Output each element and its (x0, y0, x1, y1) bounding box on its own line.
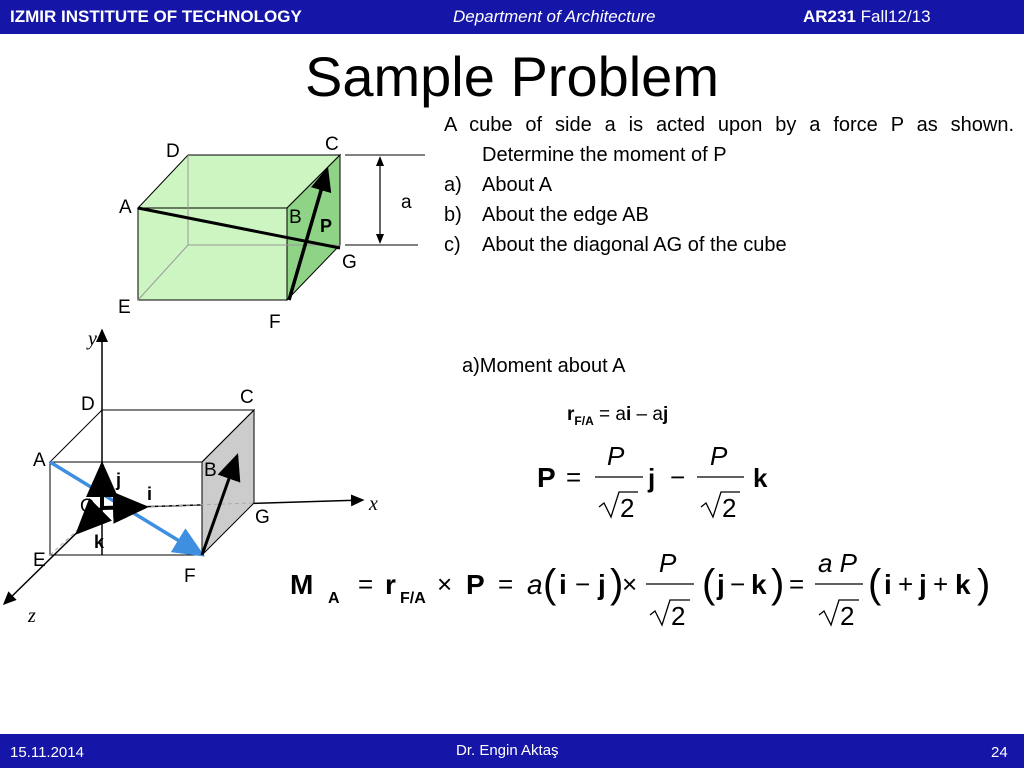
label-g: G (255, 507, 270, 528)
times-sign: × (437, 569, 453, 599)
minus-sign: − (575, 569, 591, 599)
r-symbol: r (567, 404, 575, 425)
unit-i: i (884, 569, 892, 600)
unit-j: j (717, 569, 725, 600)
rhs-j: j (662, 404, 669, 425)
unit-k: k (955, 569, 971, 600)
department-name: Department of Architecture (453, 7, 656, 26)
p-bold: P (466, 569, 485, 600)
label-a: A (119, 197, 132, 218)
open-paren: ( (543, 562, 557, 606)
label-unit-j: j (116, 470, 122, 490)
label-x: x (369, 493, 378, 515)
eq-equals: = (789, 569, 805, 599)
close-paren: ) (977, 562, 991, 606)
label-c: C (240, 387, 254, 408)
label-z: z (28, 605, 36, 627)
rhs-minus: – (636, 404, 648, 425)
frac-numerator: a P (818, 548, 858, 578)
open-paren: ( (868, 562, 882, 606)
eq-denominator: 2 (722, 493, 737, 523)
label-f: F (269, 312, 281, 333)
item-text: About the diagonal AG of the cube (482, 234, 787, 256)
eq-equals: = (358, 569, 374, 599)
problem-intro: A cube of side a is acted upon by a force P as shown. Determine the moment of P (444, 114, 1014, 166)
course-code: AR231 (803, 7, 856, 26)
r-subscript: F/A (400, 590, 426, 607)
footer-author: Dr. Engin Aktaş (456, 742, 559, 759)
label-d: D (81, 394, 95, 415)
label-y: y (88, 328, 97, 350)
label-e: E (118, 297, 131, 318)
item-marker: b) (444, 204, 462, 226)
eq-unit-j: j (648, 463, 656, 493)
footer-date: 15.11.2014 (10, 744, 84, 761)
r-subscript: F/A (574, 413, 594, 428)
course-term: Fall12/13 (860, 7, 931, 26)
unit-j: j (919, 569, 927, 600)
item-marker: c) (444, 234, 461, 256)
label-c: C (325, 134, 339, 155)
times-sign: × (622, 569, 638, 599)
institute-name: IZMIR INSTITUTE OF TECHNOLOGY (10, 7, 302, 26)
unit-j: j (598, 569, 606, 600)
eq-unit-k: k (753, 463, 768, 493)
label-b: B (289, 207, 302, 228)
label-a: A (33, 450, 46, 471)
a-italic: a (527, 569, 543, 600)
unit-k: k (751, 569, 767, 600)
eq-equals: = (566, 462, 582, 492)
eq-equals: = (498, 569, 514, 599)
label-side-a: a (401, 192, 412, 213)
eq-numerator: P (710, 441, 728, 471)
position-vector-equation: $r_{F/A}$ = ai – aj (567, 404, 669, 428)
label-unit-k: k (94, 532, 105, 552)
frac-denominator: 2 (671, 601, 686, 631)
item-marker: a) (444, 174, 462, 196)
close-paren: ) (610, 562, 624, 606)
label-f: F (184, 566, 196, 587)
solution-subheading: a)Moment about A (462, 355, 626, 377)
label-e: E (33, 550, 46, 571)
eq-numerator: P (607, 441, 625, 471)
minus-sign: − (730, 569, 746, 599)
plus-sign: + (933, 569, 949, 599)
item-text: About the edge AB (482, 204, 649, 226)
close-paren: ) (771, 562, 785, 606)
eq-denominator: 2 (620, 493, 635, 523)
label-unit-i: i (147, 484, 153, 504)
item-text: About A (482, 174, 553, 196)
unit-i: i (559, 569, 567, 600)
m-symbol: M (290, 569, 314, 600)
plus-sign: + (898, 569, 914, 599)
label-g: G (342, 252, 357, 273)
frac-denominator: 2 (840, 601, 855, 631)
eq-p-bold: P (537, 462, 556, 493)
rhs-a1: a (615, 404, 626, 425)
m-subscript: A (328, 590, 340, 607)
label-b: B (204, 460, 217, 481)
footer-bar (0, 734, 1024, 768)
open-paren: ( (702, 562, 716, 606)
label-p: P (320, 216, 333, 236)
page-number: 24 (991, 744, 1008, 761)
slide-title: Sample Problem (305, 45, 719, 108)
rhs-a2: a (652, 404, 663, 425)
r-symbol: r (385, 569, 396, 600)
frac-numerator: P (659, 548, 677, 578)
eq-minus: − (670, 462, 686, 492)
label-d: D (166, 141, 180, 162)
rhs-i: i (625, 404, 632, 425)
label-o: O (80, 496, 95, 517)
